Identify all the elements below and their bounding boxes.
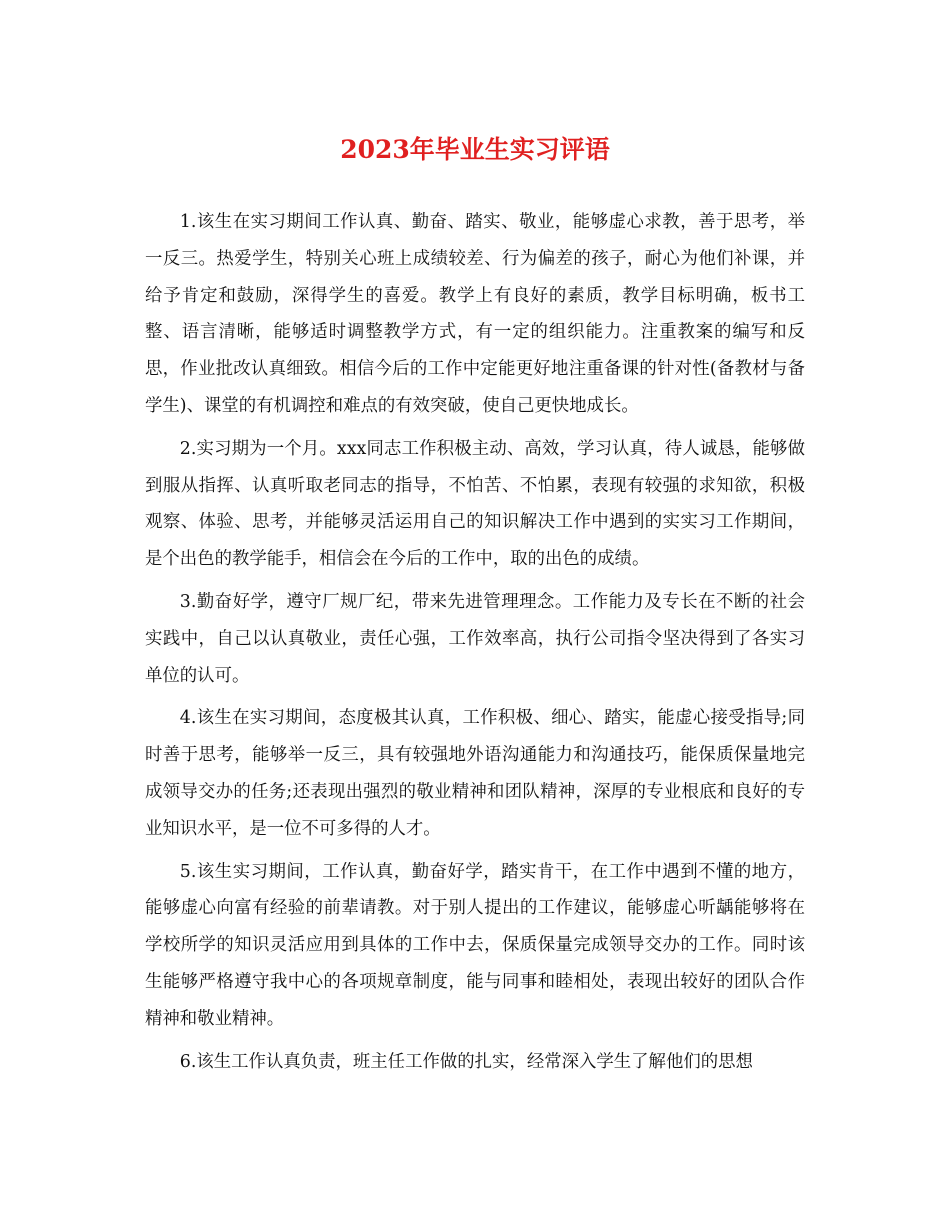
paragraph-5: 5.该生实习期间，工作认真，勤奋好学，踏实肯干，在工作中遇到不懂的地方，能够虚心向富有经验的前辈请教。对于别人提出的工作建议，能够虚心听龋能够将在学校所学的知识灵活应用到具体的工作中去，保质保量完成领导交办的工作。同时该生能够严格遵守我中心的各项规章制度，能与同事和睦相处，表现出较好的团队合作精神和敬业精神。 xyxy=(145,861,805,1029)
paragraph-6: 6.该生工作认真负责，班主任工作做的扎实，经常深入学生了解他们的思想 xyxy=(179,1051,753,1072)
paragraph-2: 2.实习期为一个月。xxx同志工作积极主动、高效，学习认真，待人诚恳，能够做到服从指挥、认真听取老同志的指导，不怕苦、不怕累，表现有较强的求知欲，积极观察、体验、思考，并能够灵活运用自己的知识解决工作中遇到的实实习工作期间，是个出色的教学能手，相信会在今后的工作中，取的出色的成绩。 xyxy=(145,438,805,570)
paragraph-3: 3.勤奋好学，遵守厂规厂纪，带来先进管理理念。工作能力及专长在不断的社会实践中，自己以认真敬业，责任心强，工作效率高，执行公司指令坚决得到了各实习单位的认可。 xyxy=(145,591,805,686)
document-body xyxy=(145,204,805,1086)
document-title: 2023年毕业生实习评语 xyxy=(340,135,610,164)
paragraph-1: 1.该生在实习期间工作认真、勤奋、踏实、敬业，能够虚心求教，善于思考，举一反三。热爱学生，特别关心班上成绩较差、行为偏差的孩子，耐心为他们补课，并给予肯定和鼓励，深得学生的喜爱。教学上有良好的素质，教学目标明确，板书工整、语言清晰，能够适时调整教学方式，有一定的组织能力。注重教案的编写和反思，作业批改认真细致。相信今后的工作中定能更好地注重备课的针对性(备教材与备学生)、课堂的有机调控和难点的有效突破，使自己更快地成长。 xyxy=(145,212,805,416)
paragraph-4: 4.该生在实习期间，态度极其认真，工作积极、细心、踏实，能虚心接受指导;同时善于思考，能够举一反三，具有较强地外语沟通能力和沟通技巧，能保质保量地完成领导交办的任务;还表现出强烈的敬业精神和团队精神，深厚的专业根底和良好的专业知识水平，是一位不可多得的人才。 xyxy=(145,708,805,839)
